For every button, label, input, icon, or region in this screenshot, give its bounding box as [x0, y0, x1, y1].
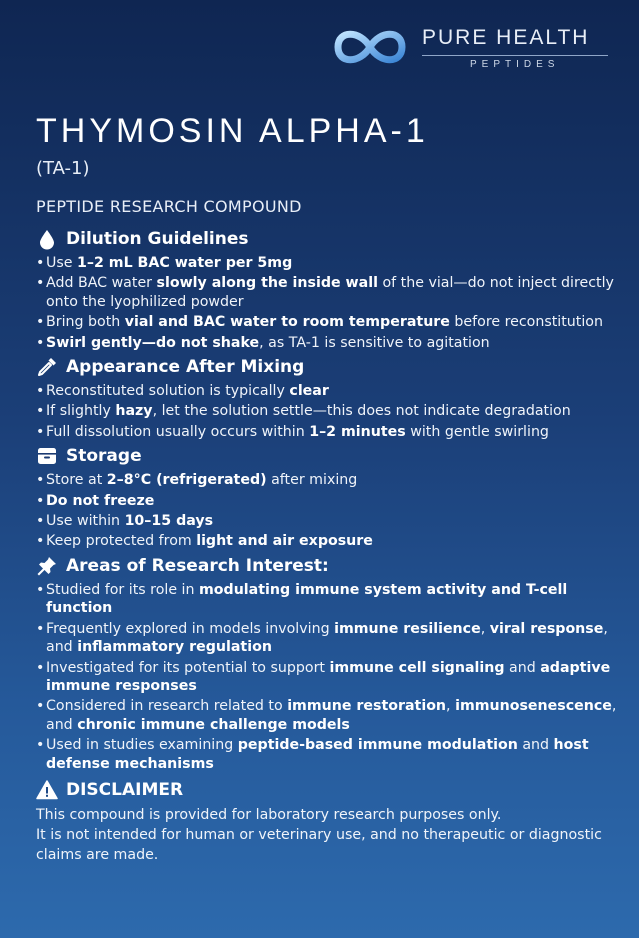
pipette-icon — [36, 356, 58, 378]
bold-text: peptide-based immune modulation — [237, 737, 518, 754]
infinity-logo-icon — [330, 24, 410, 70]
warning-icon — [36, 779, 58, 801]
list-item — [36, 697, 626, 734]
bold-text: immunosenescence — [455, 698, 612, 715]
text: Use — [46, 255, 78, 271]
bold-text: chronic immune challenge models — [77, 716, 350, 733]
section-storage — [36, 443, 626, 551]
text: , and — [46, 698, 617, 733]
text: , — [480, 620, 490, 637]
section-title: Dilution Guidelines — [66, 229, 249, 249]
list-item — [36, 492, 626, 510]
compound-type: PEPTIDE RESEARCH COMPOUND — [36, 197, 302, 216]
section-title: Areas of Research Interest: — [66, 555, 329, 576]
bold-text: adaptive immune responses — [46, 659, 611, 694]
storage-box-icon — [36, 445, 58, 467]
product-title: THYMOSIN ALPHA-1 — [36, 112, 429, 150]
disclaimer-line: This compound is provided for laboratory research purposes only. — [36, 806, 502, 823]
text: and — [517, 737, 554, 754]
bold-text: light and air exposure — [196, 533, 373, 550]
text: Investigated for its potential to support — [46, 659, 330, 676]
list-item — [36, 423, 626, 441]
bold-text: vial and BAC water to room temperature — [124, 314, 450, 331]
bold-text: 1–2 minutes — [309, 423, 406, 440]
section-title: Storage — [66, 446, 142, 467]
brand-divider — [422, 55, 608, 56]
list-item — [36, 736, 626, 773]
bold-text: immune cell signaling — [329, 659, 505, 676]
text: Full dissolution usually occurs within — [46, 423, 310, 440]
list-item — [36, 313, 626, 331]
pushpin-icon — [36, 555, 58, 577]
product-abbreviation: (TA-1) — [36, 158, 90, 179]
list-item — [36, 254, 626, 272]
bold-text: modulating immune system activity and T-cell function — [46, 581, 568, 617]
list-item — [36, 334, 626, 352]
bullet-list — [36, 254, 626, 352]
section-title: Appearance After Mixing — [66, 357, 305, 378]
list-item — [36, 620, 626, 657]
text: , — [446, 698, 456, 715]
bold-text: slowly along the inside wall — [156, 275, 378, 292]
bold-text: host defense mechanisms — [46, 737, 589, 772]
text: , let the solution settle—this does not indicate degradation — [152, 403, 571, 420]
list-item — [36, 532, 626, 550]
text: Keep protected from — [46, 533, 197, 550]
bold-text: clear — [289, 383, 329, 400]
list-item — [36, 512, 626, 530]
text: with gentle swirling — [405, 423, 549, 440]
text: and — [504, 659, 541, 676]
text: Use within — [46, 513, 125, 530]
section-header — [36, 553, 626, 579]
list-item — [36, 581, 626, 618]
bold-text: Do not freeze — [46, 492, 155, 509]
content — [36, 226, 626, 865]
text: , and — [46, 620, 608, 656]
text: Studied for its role in — [46, 581, 200, 598]
droplet-icon — [36, 228, 58, 250]
text: Store at — [46, 472, 107, 489]
bold-text: hazy — [115, 403, 153, 420]
text: of the vial—do not inject directly onto the lyophilized powder — [46, 275, 614, 310]
text: Add BAC water — [46, 275, 157, 292]
list-item — [36, 402, 626, 420]
text: Frequently explored in models involving — [46, 620, 335, 637]
section-appearance — [36, 354, 626, 441]
section-header — [36, 443, 626, 469]
bold-text: 10–15 days — [124, 513, 214, 530]
list-item — [36, 382, 626, 400]
list-item — [36, 274, 626, 311]
section-header — [36, 354, 626, 380]
text: Used in studies examining — [46, 737, 238, 754]
brand-subtitle: PEPTIDES — [470, 59, 560, 70]
bold-text: inflammatory regulation — [77, 639, 272, 656]
section-dilution — [36, 226, 626, 352]
bold-text: Swirl gently—do not shake — [46, 334, 260, 351]
text: , as TA-1 is sensitive to agitation — [259, 334, 490, 351]
text: Bring both — [46, 314, 125, 331]
list-item — [36, 471, 626, 489]
text: Reconstituted solution is typically — [46, 383, 290, 400]
bullet-list — [36, 382, 626, 441]
list-item — [36, 659, 626, 696]
bold-text: 2–8°C (refrigerated) — [106, 472, 267, 489]
disclaimer-title: DISCLAIMER — [66, 779, 184, 800]
bold-text: immune restoration — [287, 698, 447, 715]
text: after mixing — [266, 472, 358, 489]
bold-text: viral response — [489, 620, 604, 637]
section-disclaimer — [36, 777, 626, 865]
brand-header — [330, 24, 620, 76]
section-research — [36, 553, 626, 773]
brand-name: PURE HEALTH — [422, 26, 590, 49]
text: Considered in research related to — [46, 698, 288, 715]
bold-text: 1–2 mL BAC water per 5mg — [77, 255, 293, 271]
disclaimer-line: It is not intended for human or veterinary use, and no therapeutic or diagnostic claims are made. — [36, 826, 602, 863]
section-header — [36, 777, 626, 803]
bullet-list — [36, 581, 626, 773]
section-header — [36, 226, 626, 252]
bullet-list — [36, 471, 626, 551]
text: If slightly — [46, 403, 116, 420]
bold-text: immune resilience — [334, 620, 481, 637]
text: before reconstitution — [449, 314, 603, 331]
